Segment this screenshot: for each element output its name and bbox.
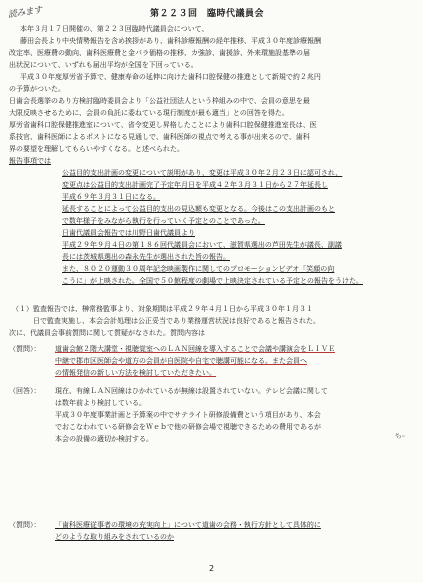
handwritten-mark: ち。 [393, 428, 410, 442]
question-line: 「歯科医療従事者の環境の充実向上」について道歯の会務・執行方針として具体的に [55, 521, 321, 529]
page-title: 第２２３回 臨時代議員会 [150, 9, 265, 19]
question-line: の情報発信の新しい方法を検討していただきたい。 [55, 369, 216, 377]
audit-line: 次に、代議員会事前質問に関して質疑がなされた。質問内容は [9, 329, 205, 337]
intro-line: 厚労省歯科口腔保健推進室について、省令変更し昇格したことにより歯科口腔保健推進室長は、医 [9, 121, 317, 129]
page-number: 2 [208, 564, 215, 573]
intro-line: 界の要望を理解してもらいやすくなる。と述べられた。 [9, 145, 184, 153]
audit-line: 日で監査実施し、本会会計処理は公正妥当であり業務運営状況は良好であると報告された。 [33, 317, 320, 325]
report-line: 平成６９年３月３１日になる。 [62, 193, 160, 201]
question-line: 中継で郡市区医師会や道方の会員が自医院や自宅で聴講可能になる。また会員へ [55, 357, 307, 365]
intro-line: 大限反映させるために、会員の負託に委ねている現行制度が最も適当」との回答を得た。 [9, 109, 289, 117]
report-heading: 報告事項では [9, 157, 51, 165]
report-line: 延長することによって公益目的支出の見込額も変更となる。今後はこの支出計画のもと [62, 205, 335, 213]
intro-line: の予算がついた。 [9, 85, 65, 93]
report-line: こうに」が上映された。全国で５０館程度の劇場で上映決定されている予定との報告をうけた。 [62, 277, 363, 285]
report-line: 平成２９年９月４日の第１８６回代議員会において、滋賀県選出の芦田先生が議長、副議 [62, 241, 342, 249]
report-line: 長には茨城県選出の森永先生が選出された旨の報告。 [62, 253, 230, 261]
report-line: 公益目的支出計画の変更について説明があり、変更は平成３０年２月２３日に認可され、 [62, 169, 343, 177]
answer-line: 現在、有線ＬＡＮ回線はひかれているが無線は設置されていない。テレビ会議に関して [55, 387, 328, 395]
intro-line: 改定率、医療費の動向、歯科医療費と金パラ価格の推移、カ強診、歯援診、外来環施設基準の届 [9, 49, 310, 57]
report-line: 日歯代議員会報告では川野日歯代議員より [62, 229, 195, 237]
question-line: どのような取り組みをされているのか [55, 533, 174, 541]
report-line: また、８０２０運動３０周年記念映画製作に関してのプロモーションビデオ「笑顔の向 [62, 265, 335, 273]
intro-line: 日歯会長選挙のあり方検討臨時委員会より「公益社団法人という枠組みの中で、会員の意思を最 [9, 97, 310, 105]
answer-line: 本会の設備の適切か検討する。 [55, 435, 153, 443]
audit-line: （１）監査報告では、榊常務監事より、対象期間は平成２９年４月１日から平成３０年１月３１ [12, 305, 313, 313]
intro-line: 本年３月１７日開催の、第２２３回臨時代議員会について、 [20, 25, 209, 33]
question-label: （質問）： [9, 521, 41, 529]
answer-line: は数年前より検討している。 [55, 399, 146, 407]
question-line: 道歯会館２階大講堂・視聴覚室へのＬＡＮ回線を導入することで会議や講演会をＬＩＶＥ [55, 345, 335, 353]
intro-line: 平成３０年度厚労省予算で、健康寿命の延伸に向けた歯科口腔保健の推進として新規で約２兆円 [20, 73, 321, 81]
answer-label: （回答）： [9, 387, 41, 395]
answer-line: 平成３０年度事業計画と予算案の中でサテライト研修設備費という項目があり、本会 [55, 411, 321, 419]
intro-line: 藤田会長より中央情勢報告を含め挨拶があり、歯科診療報酬の経年推移、平成３０年度診療報酬 [20, 37, 321, 45]
report-line: 変更点は公益目的支出計画完了予定年月日を平成４２年３月３１日から２７年延長し [62, 181, 328, 189]
handwritten-note: 読みます [7, 5, 43, 21]
report-line: で数年様子をみながら執行を行っていく予定とのことであった。 [62, 217, 265, 225]
intro-line: 系技官、歯科医師によるポストになる見通しで、歯科医師の視点で考える事が出来るので、歯科 [9, 133, 310, 141]
answer-line: でおこなわれている研修会をＷｅｂで他の研修会場で視聴できるための費用であるが [55, 423, 321, 431]
question-label: （質問）： [9, 345, 41, 353]
intro-line: 出状況について、いずれも届出平均が全国を下回っている。 [9, 61, 198, 69]
